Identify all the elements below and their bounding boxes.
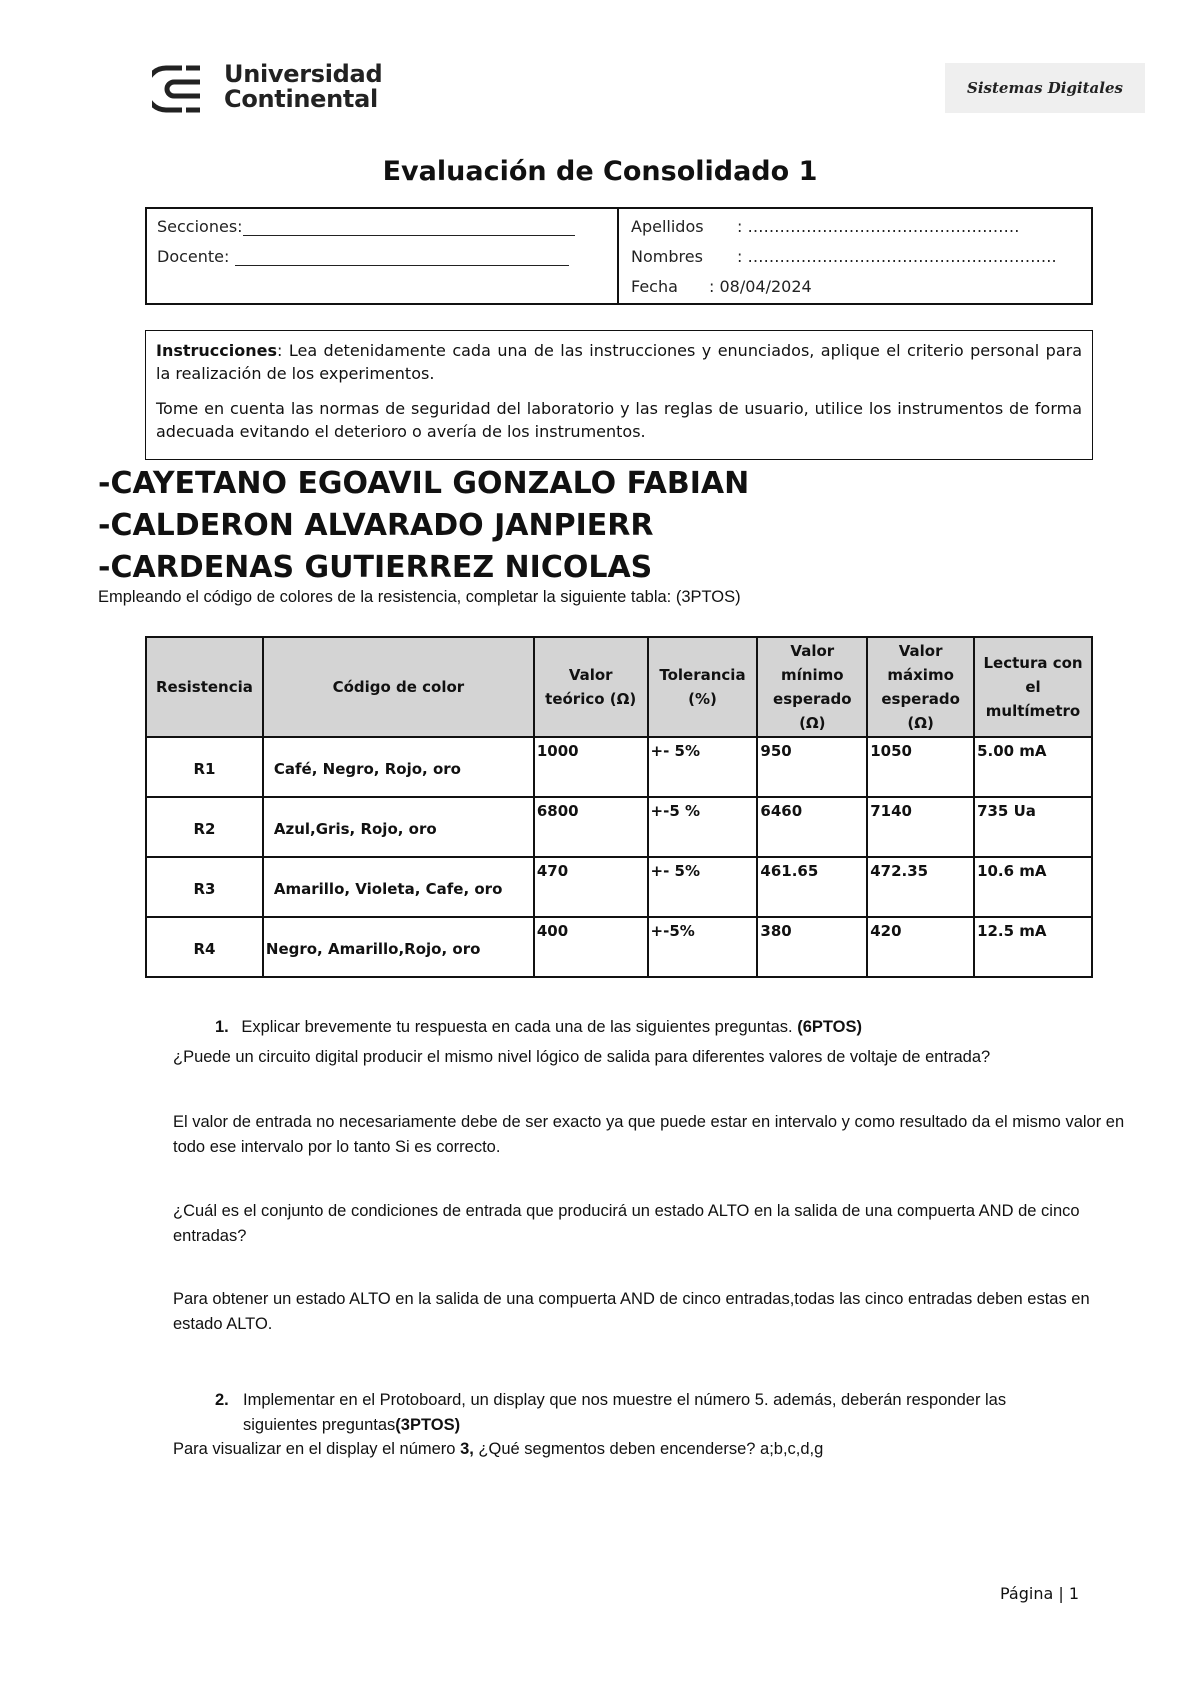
cell-valor-minimo: 380: [757, 917, 867, 977]
cell-codigo-color: Café, Negro, Rojo, oro: [263, 737, 534, 797]
header-resistencia: Resistencia: [146, 637, 263, 737]
logo-wordmark: [224, 62, 382, 112]
cell-valor-maximo: 7140: [867, 797, 974, 857]
header-valor-minimo: Valor mínimo esperado (Ω): [757, 637, 867, 737]
resistance-table: [145, 636, 1093, 978]
student-info-box: [145, 207, 1093, 305]
student-name: -CALDERON ALVARADO JANPIERR: [98, 508, 654, 543]
cell-codigo-color: Azul,Gris, Rojo, oro: [263, 797, 534, 857]
fecha-value: : 08/04/2024: [709, 277, 812, 296]
cell-tolerancia: +-5 %: [648, 797, 758, 857]
instructions-box: [145, 330, 1093, 460]
subject-label: Sistemas Digitales: [945, 63, 1145, 113]
logo-line2: Continental: [224, 85, 378, 113]
cell-lectura: 735 Ua: [974, 797, 1092, 857]
secciones-label: Secciones:: [157, 217, 243, 236]
student-names: [98, 463, 749, 589]
cell-resistencia: R3: [146, 857, 263, 917]
question-2-points: (3PTOS): [395, 1416, 461, 1434]
question-2-sub: [173, 1437, 823, 1462]
cell-valor-teorico: 6800: [534, 797, 648, 857]
question-2-number: 2.: [215, 1391, 229, 1409]
cell-valor-maximo: 1050: [867, 737, 974, 797]
cell-valor-minimo: 461.65: [757, 857, 867, 917]
question-1-points: (6PTOS): [797, 1018, 863, 1036]
cell-valor-teorico: 1000: [534, 737, 648, 797]
cell-valor-teorico: 470: [534, 857, 648, 917]
question-1-heading: [215, 1015, 862, 1040]
header-tolerancia: Tolerancia (%): [648, 637, 758, 737]
question-2-text: Implementar en el Protoboard, un display que nos muestre el número 5. además, deberán responder las siguientes preguntas: [243, 1391, 1007, 1434]
student-name: -CAYETANO EGOAVIL GONZALO FABIAN: [98, 466, 750, 501]
table-row: [146, 797, 1092, 857]
apellidos-label: Apellidos: [631, 217, 704, 236]
answer-1b: Para obtener un estado ALTO en la salida de una compuerta AND de cinco entradas,todas las cinco entradas deben estas en estado ALTO.: [173, 1290, 1090, 1333]
apellidos-value: : ……………………………………………: [737, 217, 1020, 236]
instructions-para2: Tome en cuenta las normas de seguridad del laboratorio y las reglas de usuario, utilice los instrumentos de forma adecuada evitando el deterioro o avería de los instrumentos.: [156, 399, 1082, 441]
cell-resistencia: R2: [146, 797, 263, 857]
question-1b: ¿Cuál es el conjunto de condiciones de entrada que producirá un estado ALTO en la salida de una compuerta AND de cinco entradas?: [173, 1202, 1080, 1245]
question-2-sub-prefix: Para visualizar en el display el número: [173, 1440, 461, 1458]
header-codigo-color: Código de color: [263, 637, 534, 737]
secciones-blank[interactable]: [243, 219, 575, 236]
fecha-field: [631, 277, 812, 296]
question-1-text: Explicar brevemente tu respuesta en cada una de las siguientes preguntas.: [241, 1018, 793, 1036]
cell-valor-minimo: 6460: [757, 797, 867, 857]
instructions-label: Instrucciones: [156, 341, 278, 360]
question-2-sub-suffix: ¿Qué segmentos deben encenderse? a;b,c,d,g: [473, 1440, 824, 1458]
secciones-field: [157, 217, 575, 236]
info-divider: [617, 209, 619, 303]
cell-valor-maximo: 472.35: [867, 857, 974, 917]
answer-1a: El valor de entrada no necesariamente debe de ser exacto ya que puede estar en intervalo y como resultado da el mismo valor en todo ese intervalo por lo tanto Si es correcto.: [173, 1113, 1125, 1156]
fecha-label: Fecha: [631, 277, 678, 296]
docente-field: [157, 247, 569, 266]
header-valor-teorico: Valor teórico (Ω): [534, 637, 648, 737]
page-number: Página | 1: [1000, 1584, 1080, 1603]
table-row: [146, 917, 1092, 977]
question-1a: ¿Puede un circuito digital producir el mismo nivel lógico de salida para diferentes valores de voltaje de entrada?: [173, 1048, 991, 1066]
cell-tolerancia: +- 5%: [648, 857, 758, 917]
nombres-value: : ………………………………………………….: [737, 247, 1057, 266]
table-row: [146, 857, 1092, 917]
cell-valor-maximo: 420: [867, 917, 974, 977]
cell-codigo-color: Negro, Amarillo,Rojo, oro: [263, 917, 534, 977]
cell-tolerancia: +- 5%: [648, 737, 758, 797]
header-lectura: Lectura con el multímetro: [974, 637, 1092, 737]
table-intro: Empleando el código de colores de la resistencia, completar la siguiente tabla: (3PTOS): [98, 588, 741, 606]
logo-mark-icon: [152, 64, 218, 114]
cell-resistencia: R4: [146, 917, 263, 977]
question-2-heading: [215, 1388, 1075, 1438]
cell-lectura: 5.00 mA: [974, 737, 1092, 797]
nombres-label: Nombres: [631, 247, 703, 266]
apellidos-field: [631, 217, 1019, 236]
university-logo: [152, 62, 382, 116]
header-valor-maximo: Valor máximo esperado (Ω): [867, 637, 974, 737]
logo-line1: Universidad: [224, 60, 383, 88]
cell-codigo-color: Amarillo, Violeta, Cafe, oro: [263, 857, 534, 917]
docente-blank[interactable]: [235, 249, 569, 266]
question-1-number: 1.: [215, 1018, 229, 1036]
cell-resistencia: R1: [146, 737, 263, 797]
instructions-para1: Instrucciones: Lea detenidamente cada una de las instrucciones y enunciados, aplique el criterio personal para la realización de los experimentos.: [156, 341, 1082, 383]
cell-tolerancia: +-5%: [648, 917, 758, 977]
cell-valor-minimo: 950: [757, 737, 867, 797]
cell-lectura: 10.6 mA: [974, 857, 1092, 917]
question-2-body: [243, 1388, 1075, 1438]
nombres-field: [631, 247, 1057, 266]
student-name: -CARDENAS GUTIERREZ NICOLAS: [98, 550, 653, 585]
table-header-row: [146, 637, 1092, 737]
table-row: [146, 737, 1092, 797]
page-title: Evaluación de Consolidado 1: [382, 156, 818, 187]
question-2-sub-number: 3,: [460, 1440, 474, 1458]
cell-lectura: 12.5 mA: [974, 917, 1092, 977]
docente-label: Docente:: [157, 247, 230, 266]
cell-valor-teorico: 400: [534, 917, 648, 977]
